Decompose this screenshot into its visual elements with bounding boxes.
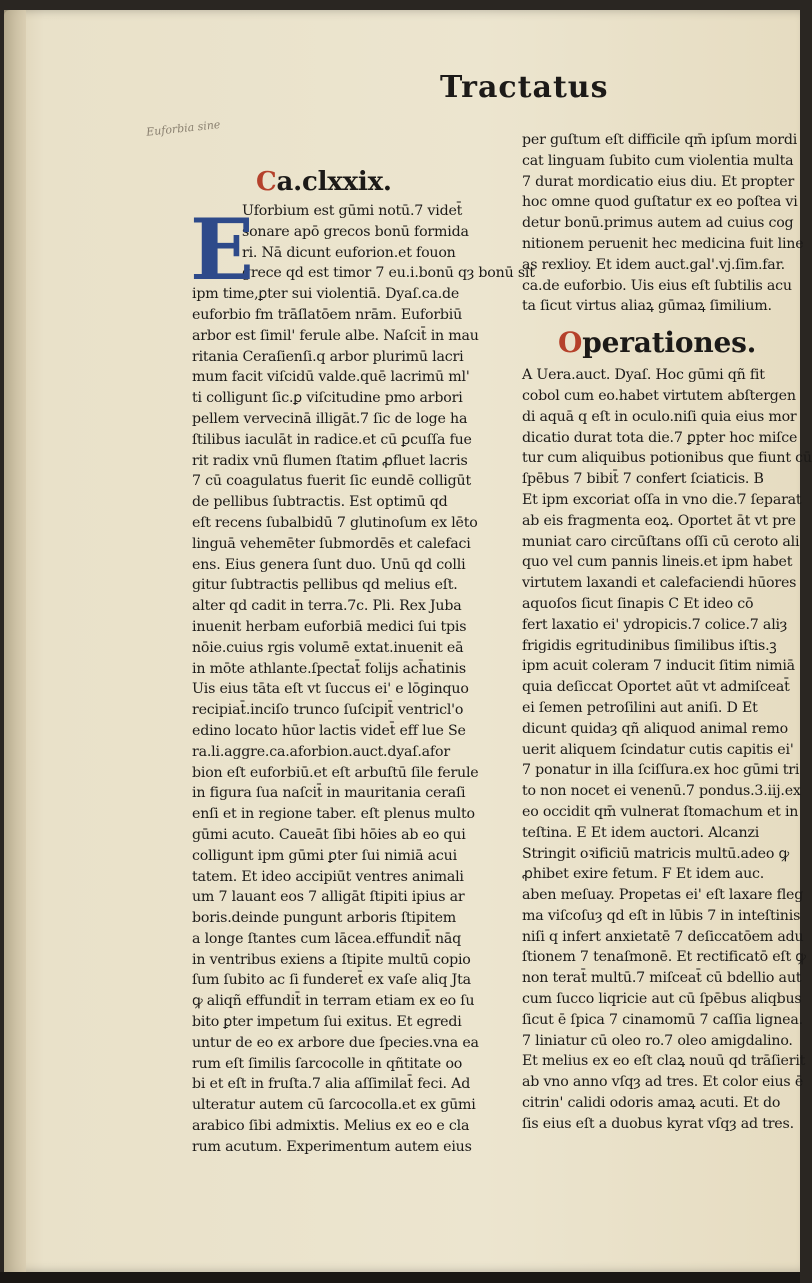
text-line: niſi q infert anxietatē 7 deſiccatōem adu (522, 928, 804, 945)
text-line: teſtina. E Et idem auctori. Alcanzi (522, 824, 760, 841)
text-line: Uis eius tāta eſt vt ſuccus ei' e lōginquo (192, 681, 469, 698)
text-line: euforbio fm trāſlatōem nrām. Euforbiū (192, 306, 463, 323)
text-line: in ventribus exiens a ſtipite multū copio (192, 951, 471, 968)
left-lines (192, 201, 535, 1158)
chapter-heading (256, 165, 492, 199)
text-line: di aquā q eſt in oculo.niſi quia eius mor (522, 408, 797, 425)
margin-note: Euforbia sine (145, 118, 221, 139)
text-line: bito ꝑter impetum ſui exitus. Et egredi (192, 1014, 462, 1031)
left-column (190, 165, 535, 1158)
text-line: in mōte athlante.ſpectat̄ folijs ach̄atinis (192, 660, 466, 677)
text-line: ra.li.aggre.ca.aforbion.auct.dyaſ.afor (192, 743, 450, 760)
text-line: ipm time,ꝑter sui violentiā. Dyaſ.ca.de (192, 286, 460, 303)
text-line: nitionem peruenit hec medicina fuit line (522, 235, 804, 252)
text-line: ulteratur autem cū ſarcocolla.et ex gūmi (192, 1097, 476, 1114)
text-line: ab eis fragmenta eoꝝ. Oportet āt vt pre (522, 512, 796, 529)
section-initial: O (558, 326, 583, 360)
text-line: arabico ſibi admixtis. Melius ex eo e cla (192, 1118, 470, 1135)
text-line: gūmi acuto. Caueāt ſibi hōies ab eo qui (192, 826, 466, 843)
text-line: ta ſicut virtus aliaꝝ gūmaꝝ ſimilium. (522, 298, 772, 315)
right-lines-bottom (522, 365, 812, 1134)
text-line: per guſtum eſt difficile qm̄ ipſum mordi (522, 132, 798, 148)
text-line: uerit aliquem ſcindatur cutis capitis ei' (522, 741, 794, 758)
text-line: ſpēbus 7 bibit̄ 7 confert ſciaticis. B (522, 471, 764, 488)
text-line: recipiat̄.inciſo trunco ſuſcipit̄ ventricl'o (192, 702, 464, 719)
text-line: aben meſuay. Propetas ei' eſt laxare fleg (522, 887, 804, 904)
text-line: rit radix vnū flumen ſtatim ꝓfluet lacris (192, 452, 468, 469)
text-line: ſum ſubito ac ſi funderet̄ ex vaſe aliq Jta (192, 972, 471, 989)
text-line: ꝙ aliqñ effundit̄ in terram etiam ex eo ſu (192, 993, 475, 1010)
chapter-title: a.clxxix. (276, 167, 392, 197)
text-line: edino locato hūor lactis videt̄ eff lue Se (192, 722, 466, 739)
chapter-initial: C (256, 167, 277, 197)
text-line: dicatio durat tota die.7 ꝑpter hoc miſce (522, 429, 798, 446)
text-line: de pellibus ſubtractis. Est optimū qd (192, 494, 448, 511)
section-heading (558, 325, 794, 361)
text-line: citrin' calidi odoris amaꝝ acuti. Et do (522, 1095, 781, 1112)
text-line: nōie.cuius rgis volumē extat.inuenit eā (192, 639, 464, 656)
right-column (522, 130, 812, 1135)
text-line: ab vno anno vſqȝ ad tres. Et color eius ē (522, 1074, 804, 1091)
text-line: Et ipm excoriat oſſa in vno die.7 ſeparat (522, 491, 802, 508)
page-gutter (4, 10, 26, 1272)
text-line: ei ſemen petroſilini aut aniſi. D Et (522, 699, 758, 716)
section-title: perationes. (582, 326, 757, 360)
drop-initial: E (190, 200, 254, 299)
text-line: enſi et in regione taber. eſt plenus multo (192, 806, 475, 823)
text-line: ti colligunt ſic.ꝑ viſcitudine pmo arbori (192, 390, 463, 407)
text-line: as rexlioy. Et idem auct.gal'.vj.ſim.far. (522, 256, 785, 273)
text-line: Et melius ex eo eſt claꝝ nouū qd trāſierit (522, 1053, 806, 1070)
text-line: ſis eius eſt a duobus kyrat vſqȝ ad tres. (522, 1115, 794, 1132)
text-line: ri. Nā dicunt euforion.et fouon (242, 244, 456, 261)
text-line: Stringit oꝛificiū matricis multū.adeo ꝙ (522, 845, 789, 862)
text-line: eo occidit qm̄ vulnerat ſtomachum et in (522, 803, 799, 820)
text-line: um 7 lauant eos 7 alligāt ſtipiti ipius ar (192, 889, 465, 906)
text-line: detur bonū.primus autem ad cuius cog (522, 215, 794, 232)
text-line: Uforbium est gūmi notū.7 videt̄ (242, 203, 463, 219)
text-line: to non nocet ei venenū.7 pondus.3.iij.ex (522, 783, 801, 800)
text-line: quia deſiccat Oportet aūt vt admiſceat̄ (522, 679, 790, 696)
text-line: frigidis egritudinibus ſimilibus iſtis.ꝫ (522, 637, 777, 654)
text-line: inuenit herbam euforbiā medici ſui tpis (192, 618, 467, 635)
text-line: in figura ſua naſcit̄ in mauritania ceraſi (192, 785, 466, 802)
text-line: 7 cū coagulatus fuerit ſic eundē colligūt (192, 473, 471, 490)
bottom-edge (0, 1272, 800, 1283)
text-line: gitur ſubtractis pellibus qd melius eſt. (192, 577, 458, 594)
text-line: ma viſcoſuȝ qd eſt in lūbis 7 in inteſtinis (522, 907, 801, 924)
text-line: rum eſt ſimilis ſarcocolle in qñtitate oo (192, 1055, 463, 1072)
text-line: ſtionem 7 tenaſmonē. Et rectificatō eſt ꝙ (522, 949, 806, 966)
text-line: grece qd est timor 7 eu.i.bonū qȝ bonū sit (242, 265, 535, 282)
text-line: tur cum aliquibus potionibus que fiunt cū (522, 450, 812, 467)
text-line: linguā vehemēter ſubmordēs et calefaci (192, 535, 471, 552)
text-line: untur de eo ex arbore due ſpecies.vna ea (192, 1034, 479, 1051)
text-line: colligunt ipm gūmi ꝑter ſui nimiā acui (192, 847, 457, 864)
right-lines-top (522, 130, 804, 317)
text-line: boris.deinde pungunt arboris ſtipitem (192, 910, 457, 927)
text-line: ſicut ē ſpica 7 cinamomū 7 caſſia lignea. (522, 1011, 803, 1028)
running-head: Tractatus (440, 70, 609, 105)
text-line: A Uera.auct. Dyaſ. Hoc gūmi qñ fit (522, 367, 765, 384)
text-line: mum facit viſcidū valde.quē lacrimū ml' (192, 369, 470, 386)
text-line: alter qd cadit in terra.7c. Pli. Rex Juba (192, 598, 462, 615)
text-line: fert laxatio ei' ydropicis.7 colice.7 aliȝ (522, 616, 788, 633)
text-line: 7 durat mordicatio eius diu. Et propter (522, 173, 795, 190)
text-line: virtutem laxandi et calefaciendi hūores (522, 575, 797, 592)
text-line: non terat̄ multū.7 miſceat̄ cū bdellio aut (522, 970, 802, 987)
text-line: ipm acuit coleram 7 inducit ſitim nimiā (522, 658, 795, 675)
text-line: 7 ponatur in illa ſciſſura.ex hoc gūmi tri (522, 762, 800, 779)
text-line: arbor est ſimil' ferule albe. Naſcit̄ in mau (192, 327, 479, 344)
left-column-body (190, 200, 535, 1158)
text-line: pellem vervecinā illigāt.7 ſic de loge ha (192, 410, 468, 427)
text-line: tatem. Et ideo accipiūt ventres animali (192, 868, 464, 885)
text-line: ꝓhibet exire fetum. F Et idem auc. (522, 866, 765, 883)
text-line: hoc omne quod guſtatur ex eo poſtea vi (522, 194, 798, 211)
text-line: ca.de euforbio. Uis eius eſt ſubtilis acu (522, 277, 792, 294)
text-line: 7 liniatur cū oleo ro.7 oleo amigdalino. (522, 1032, 793, 1049)
text-line: rum acutum. Experimentum autem eius (192, 1138, 472, 1155)
text-line: cat linguam ſubito cum violentia multa (522, 152, 794, 169)
text-line: bion eſt euforbiū.et eſt arbuſtū ſile ferule (192, 764, 479, 781)
text-line: cum ſucco liqricie aut cū ſpēbus aliqbus (522, 991, 802, 1008)
text-line: aquoſos ſicut ſinapis C Et ideo cō (522, 595, 754, 612)
text-line: eſt recens ſubalbidū 7 glutinoſum ex lēto (192, 514, 478, 531)
text-line: quo vel cum pannis lineis.et ipm habet (522, 554, 793, 571)
text-line: ritania Ceraſienſi.q arbor plurimū lacri (192, 348, 464, 365)
text-line: cobol cum eo.habet virtutem abſtergen (522, 387, 796, 404)
text-line: sonare apō grecos bonū formida (242, 223, 469, 240)
text-line: dicunt quidaȝ qñ aliquod animal remo (522, 720, 788, 737)
text-line: ſtilibus iaculāt in radice.et cū ꝑcuſſa fue (192, 431, 472, 448)
text-line: bi et eſt in fruſta.7 alia aſſimilat̄ feci. Ad (192, 1076, 471, 1093)
text-line: muniat caro circūſtans oſſi cū ceroto ali (522, 533, 800, 550)
text-line: ens. Eius genera ſunt duo. Unū qd colli (192, 556, 466, 573)
text-line: a longe ſtantes cum lācea.effundit̄ nāq (192, 930, 462, 947)
